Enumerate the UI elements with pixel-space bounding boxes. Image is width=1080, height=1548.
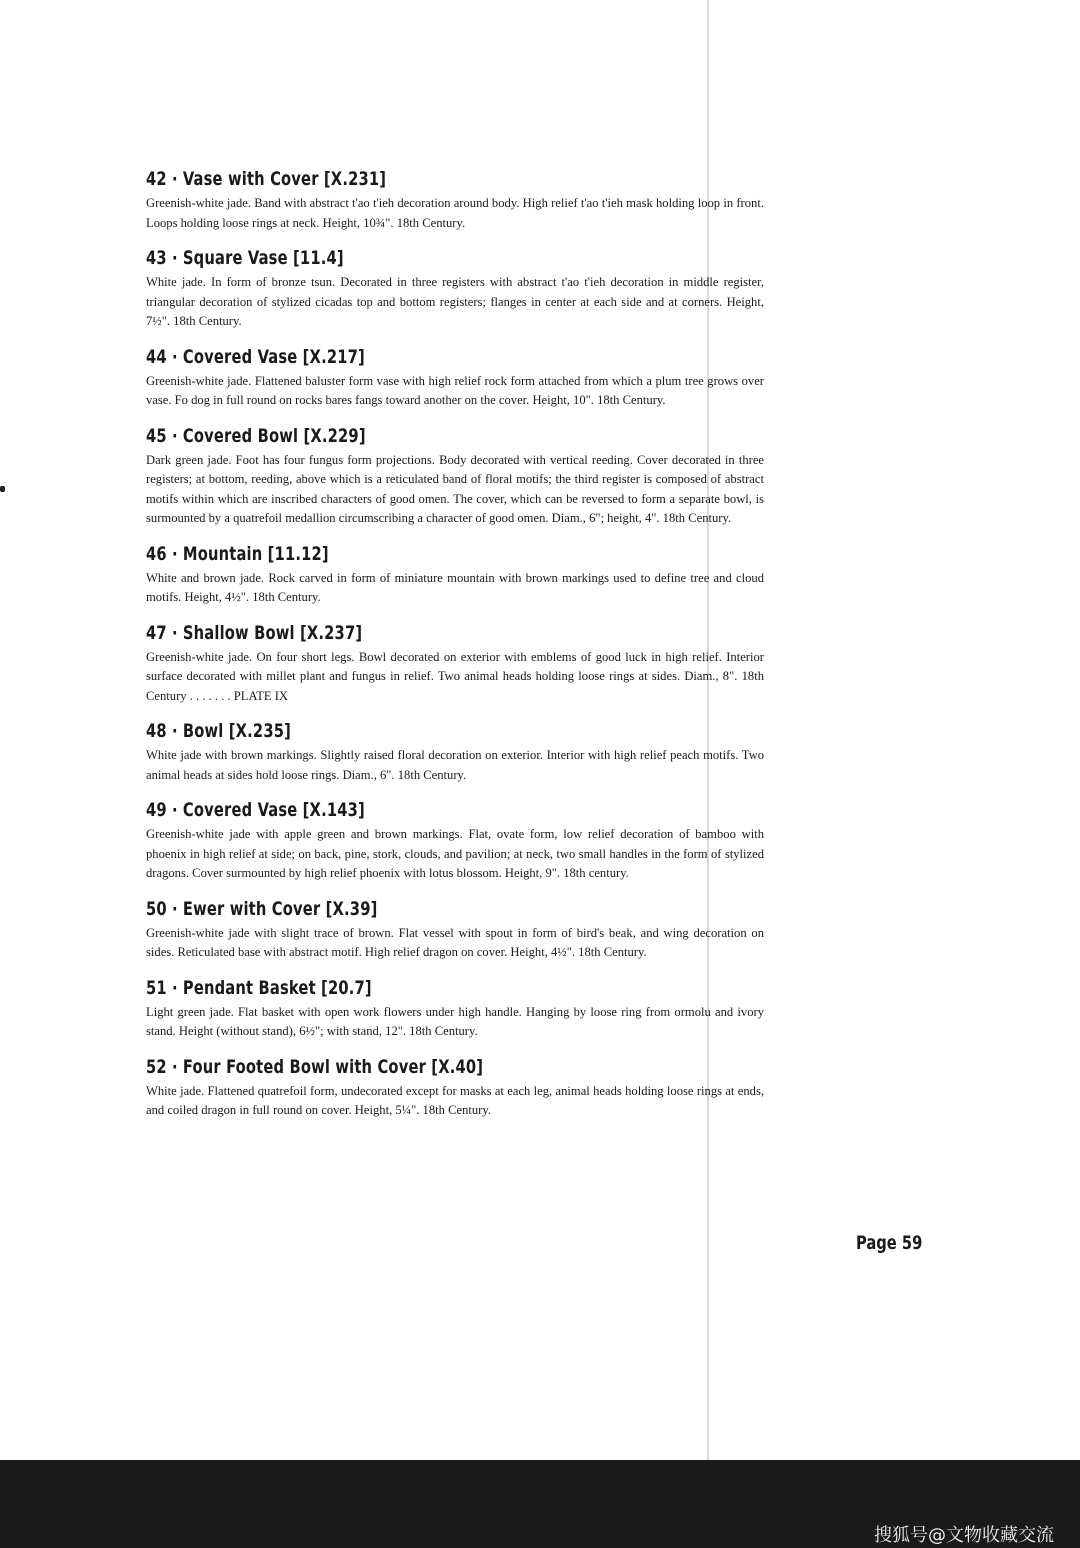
entry-description: White jade. Flattened quatrefoil form, undecorated except for masks at each leg, animal heads holding loose rings at ends, and coiled dragon in full round on cover. Height, 5¼". 18th Century. — [146, 1083, 764, 1117]
entry-separator: · — [171, 168, 178, 190]
entry-description: Light green jade. Flat basket with open work flowers under high handle. Hanging by loose ring from ormolu and ivory stand. Height (without stand), 6½"; with stand, 12". 18th Century. — [146, 1004, 764, 1038]
entry-number: 44 — [146, 345, 167, 368]
entry-heading — [146, 245, 677, 271]
entry-number: 49 — [146, 799, 167, 821]
catalog-entry — [146, 541, 764, 608]
entry-heading — [146, 896, 677, 922]
entry-description: White jade with brown markings. Slightly raised floral decoration on exterior. Interior with high relief peach motifs. Two animal heads at sides hold loose rings. Diam., 6". 18th Century. — [146, 748, 764, 782]
entry-description: Greenish-white jade with apple green and brown markings. Flat, ovate form, low relief decoration of bamboo with phoenix in high relief at side; on back, pine, stork, clouds, and pavilion; at neck, two small handles in the form of stylized dragons. Cover surmounted by high relief phoenix with lotus blossom. Height, 9". 18th century. — [146, 827, 764, 880]
watermark-text: 搜狐号@文物收藏交流 — [874, 1525, 1054, 1546]
catalog-entry — [146, 896, 764, 963]
entry-number: 47 — [146, 621, 167, 644]
entry-number: 48 — [146, 720, 167, 742]
page-number: Page 59 — [856, 1232, 923, 1254]
entry-description: Greenish-white jade with slight trace of brown. Flat vessel with spout in form of bird's beak, and wing decoration on sides. Reticulated base with abstract motif. High relief dragon on cover. Height, 4½". 18th Century. — [146, 925, 764, 959]
entry-description: White and brown jade. Rock carved in form of miniature mountain with brown markings used to define tree and cloud motifs. Height, 4½". 18th Century. — [146, 570, 764, 604]
entry-separator: · — [171, 345, 178, 368]
entry-title: Ewer with Cover [X.39] — [182, 897, 378, 920]
entry-title: Four Footed Bowl with Cover [X.40] — [182, 1055, 484, 1078]
entry-description: Greenish-white jade. Flattened baluster form vase with high relief rock form attached from which a plum tree grows over vase. Fo dog in full round on rocks bares fangs toward another on the cover. Height, 10". 18th Century. — [146, 373, 764, 407]
entry-separator: · — [171, 720, 178, 742]
entry-title: Shallow Bowl [X.237] — [182, 621, 363, 644]
entry-title: Square Vase [11.4] — [182, 247, 344, 269]
entry-number: 51 — [146, 976, 167, 999]
entry-separator: · — [171, 424, 178, 447]
entry-title: Mountain [11.12] — [182, 542, 329, 565]
entry-number: 42 — [146, 168, 167, 190]
entry-heading — [146, 620, 677, 646]
catalog-entry — [146, 245, 764, 332]
catalog-entry — [146, 344, 764, 411]
entry-heading — [146, 1054, 677, 1080]
entry-title: Covered Vase [X.143] — [182, 799, 365, 821]
entry-title: Pendant Basket [20.7] — [182, 976, 372, 999]
entry-heading — [146, 344, 677, 370]
catalog-entry — [146, 975, 764, 1042]
entry-number: 46 — [146, 542, 167, 565]
catalog-entry — [146, 797, 764, 884]
entry-separator: · — [171, 247, 178, 269]
entry-title: Vase with Cover [X.231] — [182, 168, 387, 190]
catalog-entry — [146, 718, 764, 785]
entry-description: Greenish-white jade. Band with abstract t'ao t'ieh decoration around body. High relief t'ao t'ieh mask holding loop in front. Loops holding loose rings at neck. Height, 10¾". 18th Century. — [146, 196, 764, 230]
entry-description: Dark green jade. Foot has four fungus form projections. Body decorated with vertical reeding. Cover decorated in three registers; at bottom, reeding, above which is a reticulated band of floral motifs; the third register is composed of abstract motifs within which are inscribed characters of good omen. The cover, which can be reversed to form a separate bowl, is surmounted by a quatrefoil medallion circumscribing a character of good omen. Diam., 6"; height, 4". 18th Century. — [146, 452, 764, 525]
catalog-entry — [146, 1054, 764, 1121]
entry-number: 43 — [146, 247, 167, 269]
entry-description: White jade. In form of bronze tsun. Decorated in three registers with abstract t'ao t'ieh decoration in middle register, triangular decoration of stylized cicadas top and bottom registers; flanges in center at each side and at corners. Height, 7½". 18th Century. — [146, 275, 764, 328]
entry-heading — [146, 718, 677, 744]
catalog-entry — [146, 166, 764, 233]
scan-edge-mark — [0, 486, 5, 492]
entry-separator: · — [171, 1055, 178, 1078]
entry-heading — [146, 541, 677, 567]
catalog-entry — [146, 423, 764, 529]
entry-heading — [146, 423, 677, 449]
entry-separator: · — [171, 976, 178, 999]
entry-number: 45 — [146, 424, 167, 447]
entry-separator: · — [171, 542, 178, 565]
entry-heading — [146, 797, 677, 823]
catalog-entry — [146, 620, 764, 707]
entry-heading — [146, 166, 677, 192]
entry-title: Covered Vase [X.217] — [182, 345, 365, 368]
entry-separator: · — [171, 799, 178, 821]
entry-number: 52 — [146, 1055, 167, 1078]
entry-description: Greenish-white jade. On four short legs. Bowl decorated on exterior with emblems of good luck in high relief. Interior surface decorated with millet plant and fungus in relief. Two animal heads holding loose rings at sides. Diam., 8". 18th Century . . . . . . . PLATE IX — [146, 649, 764, 703]
catalog-entries — [146, 166, 764, 1133]
entry-heading — [146, 975, 677, 1001]
entry-title: Covered Bowl [X.229] — [182, 424, 366, 447]
entry-separator: · — [171, 621, 178, 644]
entry-separator: · — [171, 897, 178, 920]
entry-number: 50 — [146, 897, 167, 920]
entry-title: Bowl [X.235] — [182, 720, 292, 742]
